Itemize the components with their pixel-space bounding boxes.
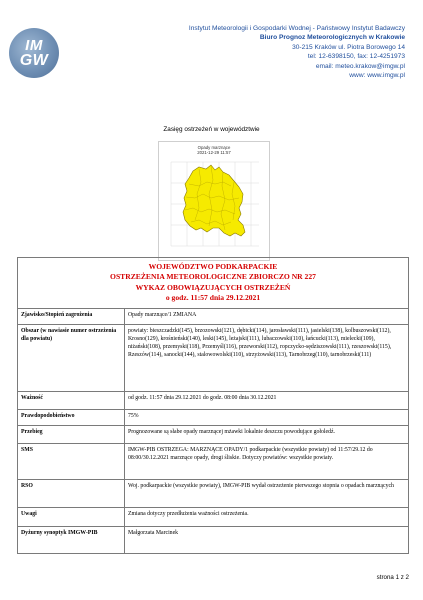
- table-row: [18, 325, 408, 392]
- row-value: Małgorzata Marcinek: [128, 529, 179, 536]
- row-label: Przebieg: [18, 426, 125, 443]
- table-row: [18, 480, 408, 508]
- institute-name: Instytut Meteorologii i Gospodarki Wodnej - Państwowy Instytut Badawczy: [188, 25, 405, 32]
- warning-table: [17, 257, 409, 554]
- page-number: strona 1 z 2: [376, 574, 409, 581]
- row-label: Dyżurny synoptyk IMGW-PIB: [18, 527, 125, 553]
- imgw-logo: [9, 28, 59, 78]
- bulletin-subtitle: WYKAZ OBOWIĄZUJĄCYCH OSTRZEŻEŃ: [135, 282, 291, 292]
- row-label: Ważność: [18, 392, 125, 409]
- table-row: [18, 508, 408, 527]
- table-row: [18, 392, 408, 410]
- office-name: Biuro Prognoz Meteorologicznych w Krakowie: [259, 34, 405, 42]
- row-value: Zmiana dotyczy przedłużenia ważności ostrzeżenia.: [128, 510, 249, 517]
- table-row: [18, 426, 408, 444]
- row-value: IMGW-PIB OSTRZEGA: MARZNĄCE OPADY/1 podkarpackie (wszystkie powiaty) od 11:57/29.12 do 08:00/30.12.2021 marznące opady, drogi śliskie. Dotyczy powiatów: wszystkie powiaty.: [128, 446, 373, 461]
- row-value: 75%: [128, 412, 139, 419]
- institute-header: [189, 24, 405, 80]
- row-label: Prawdopodobieństwo: [18, 410, 125, 425]
- row-label: RSO: [18, 480, 125, 507]
- row-label: Obszar (w nawiasie numer ostrzeżenia dla powiatu): [18, 325, 125, 391]
- map-title-timestamp: 2021-12-29 11:57: [197, 150, 231, 155]
- office-address: 30-215 Kraków ul. Piotra Borowego 14: [292, 43, 405, 51]
- logo-text-line2: GW: [19, 52, 49, 69]
- row-label: SMS: [18, 444, 125, 479]
- map-caption: Zasięg ostrzeżeń w województwie: [163, 126, 260, 133]
- warning-table-header: [18, 258, 408, 309]
- row-value: Prognozowane są słabe opady marznącej mżawki lokalnie deszczu powodujące gołoledź.: [128, 428, 335, 435]
- row-value: Woj. podkarpackie (wszystkie powiaty), IMGW-PIB wydał ostrzeżenie pierwszego stopnia o opadach marznących: [128, 482, 394, 489]
- map-title-phenomenon: Opady marznące: [197, 145, 231, 150]
- table-row: [18, 527, 408, 553]
- bulletin-number: OSTRZEŻENIA METEOROLOGICZNE ZBIORCZO NR 227: [110, 272, 316, 282]
- logo-text-line1: IM: [25, 37, 43, 54]
- table-row: [18, 410, 408, 426]
- podkarpackie-region: [183, 165, 245, 236]
- row-value: Opady marznące/1 ZMIANA: [128, 311, 197, 318]
- map-graphic: [159, 142, 269, 260]
- office-website: www: www.imgw.pl: [349, 72, 405, 80]
- row-label: Zjawisko/Stopień zagrożenia: [18, 309, 125, 324]
- office-email: email: meteo.krakow@imgw.pl: [315, 62, 405, 70]
- row-value: powiaty: bieszczadzki(145), brzozowski(121), dębicki(114), jarosławski(111), jasielski(138), kolbuszowski(112), Krosno(129), krośnieński(140), leski(145), leżajski(111), lubaczowski(110), łańcucki(113), mielecki(109), niżański(108), przemyski(118), Przemyśl(116), przeworski(112), ropczycko-sędziszowski(111), rzeszowski(115), Rzeszów(114), sanocki(144), stalowowolski(110), strzyżowski(113), Tarnobrzeg(110), tarnobrzeski(111): [128, 327, 392, 358]
- bulletin-datetime: o godz. 11:57 dnia 29.12.2021: [165, 293, 261, 303]
- office-phone: tel: 12-6398150, fax: 12-4251973: [307, 53, 405, 61]
- row-value: od godz. 11:57 dnia 29.12.2021 do godz. 08:00 dnia 30.12.2021: [128, 394, 277, 401]
- row-label: Uwagi: [18, 508, 125, 526]
- warning-map: [158, 141, 270, 261]
- table-row: [18, 309, 408, 325]
- table-row: [18, 444, 408, 480]
- voivodeship-title: WOJEWÓDZTWO PODKARPACKIE: [148, 262, 278, 271]
